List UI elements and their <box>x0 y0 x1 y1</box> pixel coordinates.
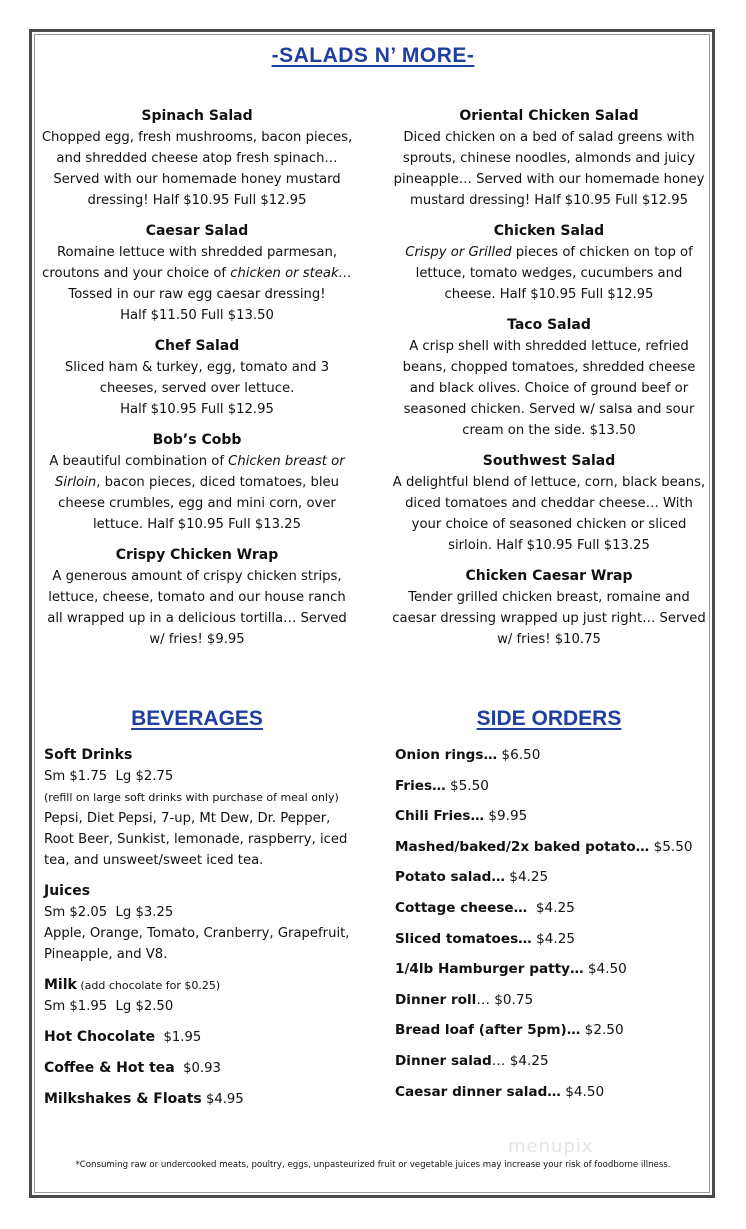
menu-item-chef-salad <box>40 336 354 420</box>
item-name: Caesar Salad <box>145 223 249 239</box>
side-item: Caesar dinner salad… $4.50 <box>395 1083 605 1100</box>
side-item: Dinner salad… $4.25 <box>395 1052 549 1069</box>
item-description: Sliced ham & turkey, egg, tomato and 3 cheeses, served over lettuce. Half $10.95 Full $12.95 <box>64 360 330 417</box>
side-item: Potato salad… $4.25 <box>395 869 549 886</box>
menu-item-spinach-salad <box>40 106 354 211</box>
beverages-heading: BEVERAGES <box>131 707 263 730</box>
item-description: A crisp shell with shredded lettuce, refried beans, chopped tomatoes, shredded cheese and black olives. Choice of ground beef or seasoned chicken. Served w/ salsa and sour cream on the side. $13.50 <box>402 339 696 438</box>
item-name: Oriental Chicken Salad <box>459 108 639 124</box>
menu-item-taco-salad <box>392 315 706 441</box>
food-safety-footnote: *Consuming raw or undercooked meats, poultry, eggs, unpasteurized fruit or vegetable juices may increase your risk of foodborne illness. <box>75 1160 671 1170</box>
item-description: A delightful blend of lettuce, corn, black beans, diced tomatoes and cheddar cheese… With your choice of seasoned chicken or sliced sirloin. Half $10.95 Full $13.25 <box>392 475 706 553</box>
item-name: Southwest Salad <box>482 453 616 469</box>
beverage-soft-drinks: Soft Drinks Sm $1.75 Lg $2.75 (refill on large soft drinks with purchase of meal only) Pepsi, Diet Pepsi, 7-up, Mt Dew, Dr. Pepper, Root Beer, Sunkist, lemonade, raspberry, iced tea, and unsweet/sweet iced tea. <box>44 745 354 871</box>
beverage-milkshakes: Milkshakes & Floats $4.95 <box>44 1091 244 1107</box>
side-item: Sliced tomatoes… $4.25 <box>395 930 576 947</box>
side-item: Dinner roll… $0.75 <box>395 991 534 1008</box>
side-item: Chili Fries… $9.95 <box>395 808 528 825</box>
item-name: Chicken Salad <box>493 223 605 239</box>
soft-drinks-list: Pepsi, Diet Pepsi, 7-up, Mt Dew, Dr. Pepper, Root Beer, Sunkist, lemonade, raspberry, iced tea, and unsweet/sweet iced tea. <box>44 811 348 868</box>
item-name: Chicken Caesar Wrap <box>465 568 633 584</box>
item-name: Taco Salad <box>507 317 591 333</box>
side-item: Cottage cheese… $4.25 <box>395 899 575 916</box>
menu-item-oriental-chicken-salad <box>392 106 706 211</box>
beverage-milk: Milk (add chocolate for $0.25) Sm $1.95 Lg $2.50 <box>44 977 221 1014</box>
menu-item-bobs-cobb <box>40 430 354 535</box>
side-item: Mashed/baked/2x baked potato… $5.50 <box>395 838 693 855</box>
side-item: Fries… $5.50 <box>395 777 489 794</box>
beverages-list <box>44 745 354 1120</box>
beverage-juices: Juices Sm $2.05 Lg $3.25 Apple, Orange, Tomato, Cranberry, Grapefruit, Pineapple, and V8. <box>44 881 354 965</box>
salads-heading: -SALADS N’ MORE- <box>271 44 475 67</box>
item-name: Crispy Chicken Wrap <box>115 547 279 563</box>
juices-list: Apple, Orange, Tomato, Cranberry, Grapefruit, Pineapple, and V8. <box>44 926 350 962</box>
side-item: 1/4lb Hamburger patty… $4.50 <box>395 961 627 978</box>
item-name: Chef Salad <box>154 338 240 354</box>
menu-item-southwest-salad <box>392 451 706 556</box>
menu-item-chicken-salad <box>392 221 706 305</box>
salads-right-column <box>392 106 706 660</box>
item-description: Crispy or Grilled pieces of chicken on top of lettuce, tomato wedges, cucumbers and cheese. Half $10.95 Full $12.95 <box>405 245 693 302</box>
salads-left-column <box>40 106 354 660</box>
menu-item-crispy-chicken-wrap <box>40 545 354 650</box>
item-description: Romaine lettuce with shredded parmesan, croutons and your choice of chicken or steak… Tossed in our raw egg caesar dressing! Half $11.50 Full $13.50 <box>42 245 352 323</box>
item-description: Diced chicken on a bed of salad greens with sprouts, chinese noodles, almonds and juicy pineapple… Served with our homemade honey mustard dressing! Half $10.95 Full $12.95 <box>393 130 705 208</box>
side-item: Bread loaf (after 5pm)… $2.50 <box>395 1022 624 1039</box>
menu-item-chicken-caesar-wrap <box>392 566 706 650</box>
item-name: Bob’s Cobb <box>152 432 242 448</box>
beverage-coffee: Coffee & Hot tea $0.93 <box>44 1060 221 1076</box>
item-name: Spinach Salad <box>141 108 253 124</box>
side-orders-list <box>395 745 715 1112</box>
menu-item-caesar-salad <box>40 221 354 326</box>
menupix-watermark: menupix <box>508 1136 594 1157</box>
item-description: Tender grilled chicken breast, romaine and caesar dressing wrapped up just right… Served w/ fries! $10.75 <box>392 590 706 647</box>
item-description: A beautiful combination of Chicken breast or Sirloin, bacon pieces, diced tomatoes, bleu cheese crumbles, egg and mini corn, over lettuce. Half $10.95 Full $13.25 <box>49 454 345 532</box>
side-orders-heading: SIDE ORDERS <box>476 707 622 730</box>
beverage-hot-chocolate: Hot Chocolate $1.95 <box>44 1029 202 1045</box>
item-description: Chopped egg, fresh mushrooms, bacon pieces, and shredded cheese atop fresh spinach… Served with our homemade honey mustard dressing! Half $10.95 Full $12.95 <box>41 130 353 208</box>
item-description: A generous amount of crispy chicken strips, lettuce, cheese, tomato and our house ranch all wrapped up in a delicious tortilla… Served w/ fries! $9.95 <box>47 569 347 647</box>
side-item: Onion rings… $6.50 <box>395 747 541 763</box>
